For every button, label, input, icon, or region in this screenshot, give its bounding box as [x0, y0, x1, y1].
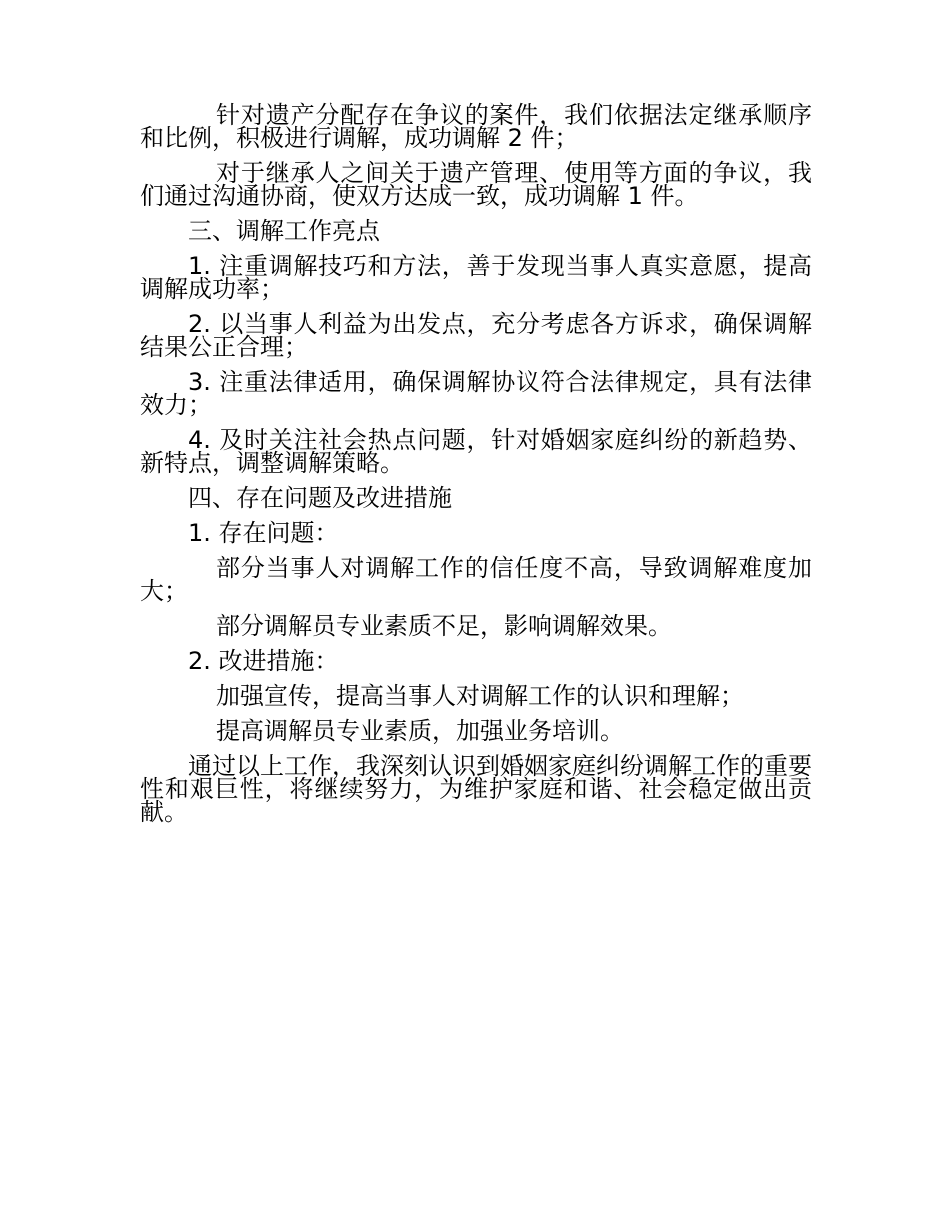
- subheading-improvements: 2. 改进措施：: [188, 647, 339, 675]
- subheading-problems: 1. 存在问题：: [188, 519, 339, 547]
- section-heading-issues: 四、存在问题及改进措施: [188, 484, 452, 512]
- improvement-item-1: 加强宣传，提高当事人对调解工作的认识和理解；: [216, 682, 744, 710]
- paragraph-inheritance-management: 对于继承人之间关于遗产管理、使用等方面的争议，我们通过沟通协商，使双方达成一致，成功调解 1 件。: [140, 159, 812, 210]
- paragraph-conclusion: 通过以上工作，我深刻认识到婚姻家庭纠纷调解工作的重要性和艰巨性，将继续努力，为维护家庭和谐、社会稳定做出贡献。: [140, 752, 812, 826]
- highlight-item-2: 2. 以当事人利益为出发点，充分考虑各方诉求，确保调解结果公正合理；: [140, 310, 812, 361]
- highlight-item-3: 3. 注重法律适用，确保调解协议符合法律规定，具有法律效力；: [140, 368, 812, 419]
- paragraph-inheritance-distribution: 针对遗产分配存在争议的案件，我们依据法定继承顺序和比例，积极进行调解，成功调解 2 件；: [140, 101, 812, 152]
- section-heading-highlights: 三、调解工作亮点: [188, 217, 380, 245]
- highlight-item-4: 4. 及时关注社会热点问题，针对婚姻家庭纠纷的新趋势、新特点，调整调解策略。: [140, 426, 812, 477]
- highlight-item-1: 1. 注重调解技巧和方法，善于发现当事人真实意愿，提高调解成功率；: [140, 252, 812, 303]
- problem-item-2: 部分调解员专业素质不足，影响调解效果。: [216, 612, 672, 640]
- improvement-item-2: 提高调解员专业素质，加强业务培训。: [216, 717, 624, 745]
- problem-item-1: 部分当事人对调解工作的信任度不高，导致调解难度加大；: [140, 554, 812, 605]
- document-page: [140, 101, 812, 836]
